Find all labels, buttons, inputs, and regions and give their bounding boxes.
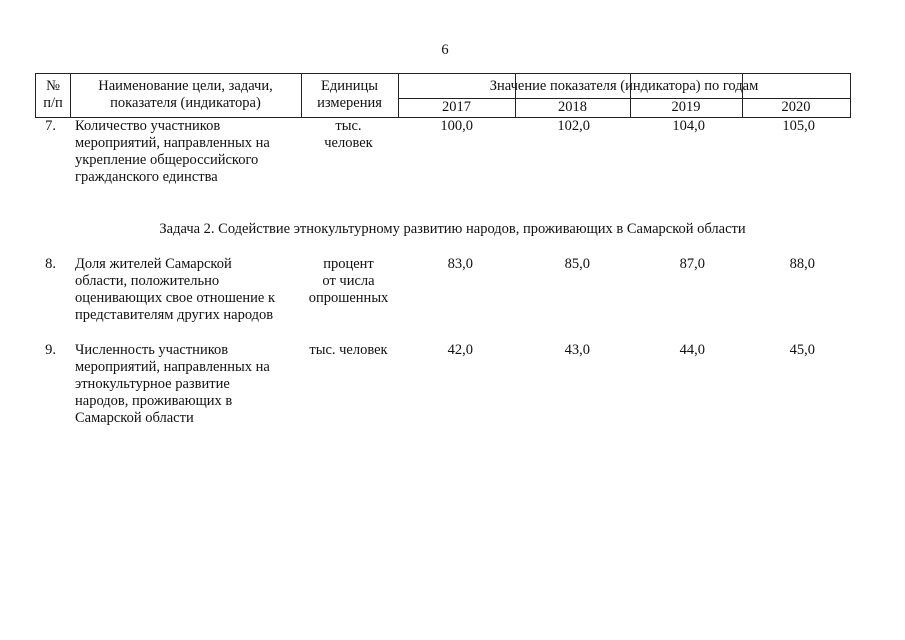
header-num — [36, 78, 70, 112]
value-2017: 83,0 — [447, 256, 473, 272]
row-number: 9. — [45, 342, 56, 358]
row-name-line: представителям других народов — [75, 307, 274, 323]
row-units — [300, 256, 397, 307]
row-units-line: процент — [323, 256, 374, 272]
row-name-line: Самарской области — [75, 410, 194, 426]
row-name — [75, 342, 307, 427]
header-year-2020: 2020 — [781, 99, 811, 115]
row-name — [75, 118, 305, 186]
row-name-line: этнокультурное развитие — [75, 376, 230, 392]
value-2020: 88,0 — [789, 256, 815, 272]
row-name-line: мероприятий, направленных на — [75, 135, 270, 151]
row-name-line: укрепление общероссийского — [75, 152, 259, 168]
row-number: 7. — [45, 118, 56, 134]
value-2018: 43,0 — [564, 342, 590, 358]
row-units — [300, 342, 397, 359]
row-name-line: оценивающих свое отношение к — [75, 290, 275, 306]
header-num-line2: п/п — [43, 95, 63, 111]
header-name — [70, 78, 301, 112]
table-header — [35, 73, 851, 118]
header-num-line1: № — [46, 78, 60, 94]
header-name-line1: Наименование цели, задачи, — [98, 78, 273, 94]
value-2017: 42,0 — [447, 342, 473, 358]
row-number: 8. — [45, 256, 56, 272]
value-2019: 104,0 — [672, 118, 705, 134]
row-name-line: области, положительно — [75, 273, 220, 289]
header-units — [301, 78, 398, 112]
row-name-line: гражданского единства — [75, 169, 218, 185]
value-2019: 44,0 — [679, 342, 705, 358]
page-number: 6 — [441, 42, 449, 58]
value-2020: 105,0 — [782, 118, 815, 134]
row-name-line: Количество участников — [75, 118, 221, 134]
row-units — [300, 118, 397, 152]
header-year-2017: 2017 — [442, 99, 471, 115]
row-units-line: опрошенных — [308, 290, 389, 306]
row-units-line: человек — [324, 135, 373, 151]
value-2017: 100,0 — [440, 118, 473, 134]
value-2020: 45,0 — [789, 342, 815, 358]
header-units-line1: Единицы — [320, 78, 379, 94]
value-2018: 102,0 — [557, 118, 590, 134]
row-name-line: Доля жителей Самарской — [75, 256, 232, 272]
row-name-line: народов, проживающих в — [75, 393, 233, 409]
header-values: Значение показателя (индикатора) по годам — [489, 78, 759, 94]
header-year-2019: 2019 — [671, 99, 701, 115]
row-units-line: от числа — [322, 273, 375, 289]
row-units-line: тыс. человек — [309, 342, 388, 358]
row-units-line: тыс. — [335, 118, 362, 134]
header-year-2018: 2018 — [558, 99, 587, 115]
row-name — [75, 256, 307, 324]
header-units-line2: измерения — [317, 95, 382, 111]
task-heading: Задача 2. Содействие этнокультурному развитию народов, проживающих в Самарской области — [159, 221, 746, 237]
value-2019: 87,0 — [679, 256, 705, 272]
header-name-line2: показателя (индикатора) — [110, 95, 261, 111]
row-name-line: Численность участников — [75, 342, 229, 358]
row-name-line: мероприятий, направленных на — [75, 359, 270, 375]
value-2018: 85,0 — [564, 256, 590, 272]
